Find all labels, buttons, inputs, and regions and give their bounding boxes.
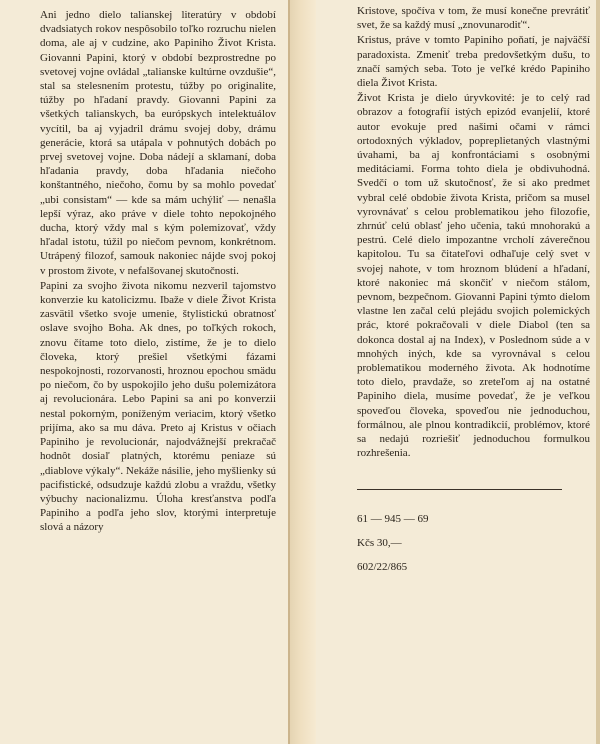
colophon [357, 512, 590, 574]
colophon-code: 61 — 945 — 69 [357, 512, 429, 525]
book-gutter [288, 0, 316, 744]
colophon-number: 602/22/865 [357, 560, 408, 573]
colophon-divider [357, 489, 562, 490]
right-paragraph-1: Kristove, spočíva v tom, že musí konečne prevrátiť svet, že sa každý musí „znovunarodiť“. [357, 5, 590, 32]
page-edge [596, 0, 600, 744]
left-paragraph-2: Papini za svojho života nikomu nezveril tajomstvo konverzie ku katolicizmu. Ibaže v diele Život Krista zasvätil všetko svoje umenie, štylistickú obratnosť oslave svojho Boha. Ak dnes, po toľkých rokoch, znovu čítame toto dielo, zistíme, že je to dielo človeka, ktorý prešiel všetkými fázami nespokojnosti, rozorvanosti, hroznou epochou smädu po niečom, čo by uspokojilo jeho dušu polemizátora aj revolucionára. Lebo Papini sa ani po konverzii nestal pokorným, poníženým veriacim, ktorý všetko prijíma, ako sa mu dáva. Preto aj Kristus v očiach Papiniho je revolucionár, najodvážnejší prekračač hodnôt dosiaľ platných, ktorému peniaze sú „diablove výkaly“. Nekáže násilie, jeho myšlienky sú pacifistické, odsudzuje každú zlobu a vraždu, všetky výbuchy nacionalizmu. Úloha kresťanstva podľa Papiniho a podľa jeho slov, ktorými interpretuje slová a názory [40, 279, 276, 534]
left-page [0, 0, 288, 744]
right-paragraph-2: Kristus, práve v tomto Papiniho poňatí, je najväčší paradoxista. Zmeniť treba predovšetkým dušu, to značí samých seba. Toto je veľké krédo Papiniho diela Život Krista. [357, 34, 590, 90]
right-page [316, 0, 600, 744]
right-paragraph-3: Život Krista je dielo úryvkovité: je to celý rad obrazov a fotografií istých epizód evanjelií, ktoré autor evokuje pred našimi očami v rámci ortodoxných výkladov, popreplietaných vlastnými úvahami, ba aj konfrontáciami s osobnými meditáciami. Forma tohto diela je obdivuhodná. Svedčí o tom už skutočnosť, že si ako predmet vybral celé obdobie života Krista, pričom sa musel vyrovnávať s celou problematikou jeho filozofie, zhrnúť celú oblasť jeho učenia, takú mnohorakú a pestrú. Celé dielo impozantne vrcholí záverečnou kapitolou. Tu sa čitateľovi odhaľuje celý svet v svojej nahote, v tom hroznom blúdení a hľadaní, ktoré nakoniec má skončiť v niečom stálom, pevnom, bezpečnom. Giovanni Papini týmto dielom vlastne len začal celú plejádu svojich polemických prác, ktoré pokračovali v diele Diabol (ten sa dokonca dostal aj na Index), v Poslednom súde a v mnohých iných, kde sa vyrovnával s celou problematikou moderného života. Ak hodnotíme toto dielo, pravdaže, so zreteľom aj na ostatné Papiniho diela, musíme povedať, že je veľkou spoveďou človeka, spoveďou nie jednoduchou, formálnou, ale plnou kontradikcií, problémov, ktoré sa nedajú rozriešiť jednoduchou formulkou rozhrešenia. [357, 92, 590, 460]
left-paragraph-1: Ani jedno dielo talianskej literatúry v období dvadsiatych rokov nespôsobilo toľko rozruchu nielen doma, ale aj v cudzine, ako Papiniho Život Krista. Giovanni Papini, ktorý v období bezprostredne po svetovej vojne ovládal „talianske kultúrne ovzdušie“, stal sa stelesnením protestu, túžby po originalite, túžby po hľadaní pravdy. Giovanni Papini za všetkých talianskych, ba európskych intelektuálov vycítil, ba aj vyjadril drámu svojej doby, drámu generácie, ktorá sa utápala v pohnutých dobách po prvej svetovej vojne. Doba nádejí a sklamaní, doba hľadania pravdy, doba hľadania niečoho konštantného, niečoho, čomu by sa mohlo povedať „ubi consistam“ — kde sa mám uchýliť — nenašla lepší výraz, ako práve v diele tohto nepokojného ducha, ktorý vždy mal s kým polemizovať, vždy hľadal istotu, túžil po niečom pevnom, konkrétnom. Utrápený filozof, samouk nakoniec nájde svoj pokoj v prostom živote, v nefalšovanej skutočnosti. [40, 9, 276, 277]
colophon-price: Kčs 30,— [357, 536, 402, 549]
gutter-shadow [288, 0, 290, 744]
